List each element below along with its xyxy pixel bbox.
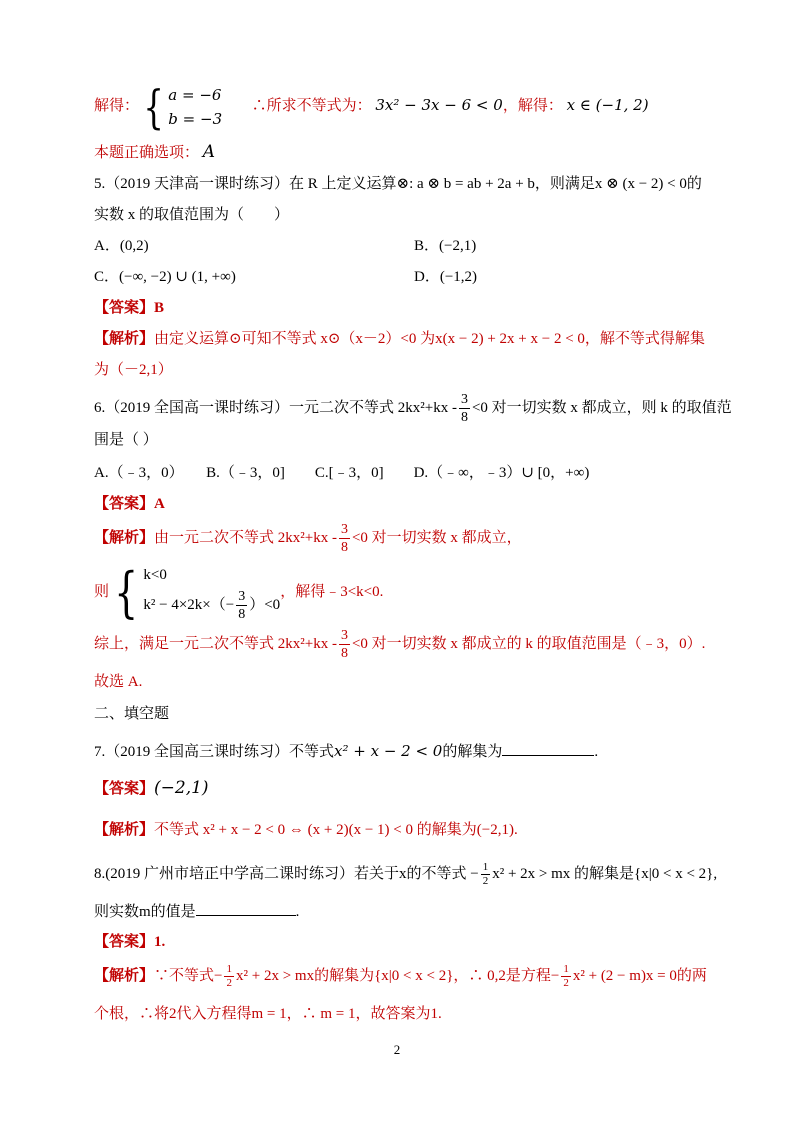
q6-summary-pre: 综上，满足一元二次不等式 2kx²+kx - [94, 636, 337, 652]
q5-answer: 【答案】B [94, 300, 165, 316]
q5-stem-line1: 5.（2019 天津高一课时练习）在 R 上定义运算⊗: a ⊗ b = ab + 2a + b，则满足x ⊗ (x − 2) < 0的 [94, 176, 702, 192]
q6-stem-line2: 围是（ ） [94, 432, 158, 448]
q6-analysis-fraction [339, 521, 350, 556]
q5-analysis-line2: 为（－2,1） [94, 362, 173, 378]
q7-analysis-text: 不等式 x² + x − 2 < 0 ⇔ (x + 2)(x − 1) < 0 的解集为(−2,1). [154, 822, 518, 838]
q6-cond-fraction [236, 588, 247, 623]
q6-stem-line1 [94, 388, 732, 428]
q8-half-fraction [481, 861, 491, 888]
q6-analysis-line1 [94, 518, 522, 558]
q8-stem-post: x² + 2x > mx 的解集是{x|0 < x < 2}, [492, 866, 718, 882]
q6-stem-pre: 6.（2019 全国高一课时练习）一元二次不等式 2kx²+kx - [94, 400, 457, 416]
q8-analysis-1a: ∵不等式− [154, 968, 223, 984]
q6-fraction [459, 391, 470, 426]
q6-summary-frac-den: 8 [340, 646, 348, 662]
q8-analysis-tag: 【解析】 [94, 968, 155, 984]
q6-cond2-post: ）<0 [249, 596, 281, 613]
q6-condition-system: { k<0 k² − 4×2k×（− $\frac{3}{8}$ ）<0 [114, 560, 281, 624]
q5-option-b: B．(−2,1) [414, 238, 477, 254]
q7-stem [94, 740, 598, 762]
correct-option-line [94, 142, 215, 163]
q8-stem-pre: 8.(2019 广州市培正中学高二课时练习）若关于x的不等式 − [94, 866, 479, 882]
q6-choose: 故选 A. [94, 674, 143, 690]
q6-cond-frac-num: 3 [238, 589, 246, 604]
q6-summary-frac-num: 3 [340, 628, 348, 644]
q7-stem-pre: 7.（2019 全国高三课时练习）不等式 [94, 744, 335, 760]
correct-option-label: 本题正确选项： [94, 145, 200, 161]
q6-then: 则 [94, 583, 110, 600]
q8-analysis-line2: 个根，∴将2代入方程得m = 1，∴ m = 1，故答案为1. [94, 1006, 442, 1022]
solve-line [94, 80, 649, 135]
q5-analysis-text1: 由定义运算⊙可知不等式 x⊙（x－2）<0 为x(x − 2) + 2x + x − 2 < 0，解不等式得解集 [154, 331, 705, 347]
q6-analysis-post: <0 对一切实数 x 都成立， [351, 530, 522, 546]
q7-inequality: x² + x − 2 < 0 [334, 742, 443, 760]
q8-answer: 【答案】1. [94, 934, 166, 950]
q6-stem-post: <0 对一切实数 x 都成立，则 k 的取值范 [471, 400, 732, 416]
q8-answer-blank[interactable] [196, 900, 296, 916]
q6-cond1: k<0 [143, 567, 167, 583]
q6-analysis-tag: 【解析】 [94, 530, 155, 546]
q8-analysis-1c: x² + (2 − m)x = 0的两 [572, 968, 707, 984]
solve-result: x ∈ (−1, 2) [566, 96, 649, 114]
q8-analysis-frac1-den: 2 [226, 977, 232, 990]
q7-answer-tag: 【答案】 [94, 781, 155, 797]
q6-cond2-pre: k² − 4×2k×（− [143, 596, 235, 613]
q6-summary-line [94, 624, 705, 664]
q6-cond-frac-den: 8 [238, 607, 246, 622]
q6-frac-num: 3 [460, 392, 468, 408]
q7-stem-post: 的解集为 [442, 744, 503, 760]
solve-label: ，解得： [502, 98, 563, 114]
q5-option-d: D．(−1,2) [414, 269, 478, 285]
q7-analysis-tag: 【解析】 [94, 822, 155, 838]
q6-cond-result: ，解得﹣3<k<0. [280, 583, 384, 600]
correct-option-value: A [202, 142, 216, 162]
q7-stem-end: . [594, 744, 599, 760]
q5-stem-line2: 实数 x 的取值范围为（ ） [94, 207, 290, 223]
q6-options: A.（﹣3，0） B.（﹣3，0] C.[﹣3，0] D.（﹣∞，﹣3）∪ [0，+∞) [94, 465, 590, 481]
q8-stem-line1 [94, 856, 717, 892]
q5-option-c: C．(−∞, −2) ∪ (1, +∞) [94, 269, 236, 285]
q7-answer-line [94, 778, 209, 799]
q8-analysis-fraction-2 [561, 963, 571, 990]
q8-stem-line2-end: . [295, 904, 300, 920]
q8-analysis-1b: x² + 2x > mx的解集为{x|0 < x < 2}，∴ 0,2是方程− [235, 968, 560, 984]
system-eq-b: b = −3 [168, 110, 223, 129]
solve-inequality: 3x² − 3x − 6 < 0 [375, 96, 503, 114]
q8-analysis-frac2-den: 2 [563, 977, 569, 990]
q8-analysis-line1 [94, 958, 707, 994]
q8-half-num: 1 [482, 861, 489, 874]
q6-condition-line [94, 560, 384, 624]
q5-analysis-tag: 【解析】 [94, 331, 155, 347]
q5-analysis-line1 [94, 329, 705, 349]
q6-analysis-pre: 由一元二次不等式 2kx²+kx - [154, 530, 337, 546]
q7-answer-value: (−2,1) [154, 778, 209, 798]
solve-prefix: 解得： [94, 98, 140, 114]
q8-analysis-frac2-num: 1 [563, 963, 569, 976]
q8-stem-line2 [94, 900, 299, 922]
q6-analysis-frac-den: 8 [340, 540, 348, 556]
q5-option-a: A．(0,2) [94, 238, 149, 254]
q7-analysis-line [94, 820, 518, 840]
q6-answer: 【答案】A [94, 496, 165, 512]
q7-answer-blank[interactable] [502, 740, 594, 756]
q8-analysis-frac1-num: 1 [226, 963, 232, 976]
equation-system: { a = −6 b = −3 [143, 80, 223, 135]
q8-half-den: 2 [482, 875, 489, 888]
solve-statement: ∴所求不等式为： [251, 98, 372, 114]
q6-summary-fraction [339, 627, 350, 662]
q8-stem-line2-text: 则实数m的值是 [94, 904, 196, 920]
section-title-fill: 二、填空题 [94, 706, 170, 722]
page-number: 2 [393, 1042, 401, 1057]
q8-analysis-fraction-1 [224, 963, 234, 990]
q6-analysis-frac-num: 3 [340, 522, 348, 538]
system-eq-a: a = −6 [168, 86, 222, 105]
q6-frac-den: 8 [460, 410, 468, 426]
q6-summary-post: <0 对一切实数 x 都成立的 k 的取值范围是（﹣3，0）. [351, 636, 706, 652]
